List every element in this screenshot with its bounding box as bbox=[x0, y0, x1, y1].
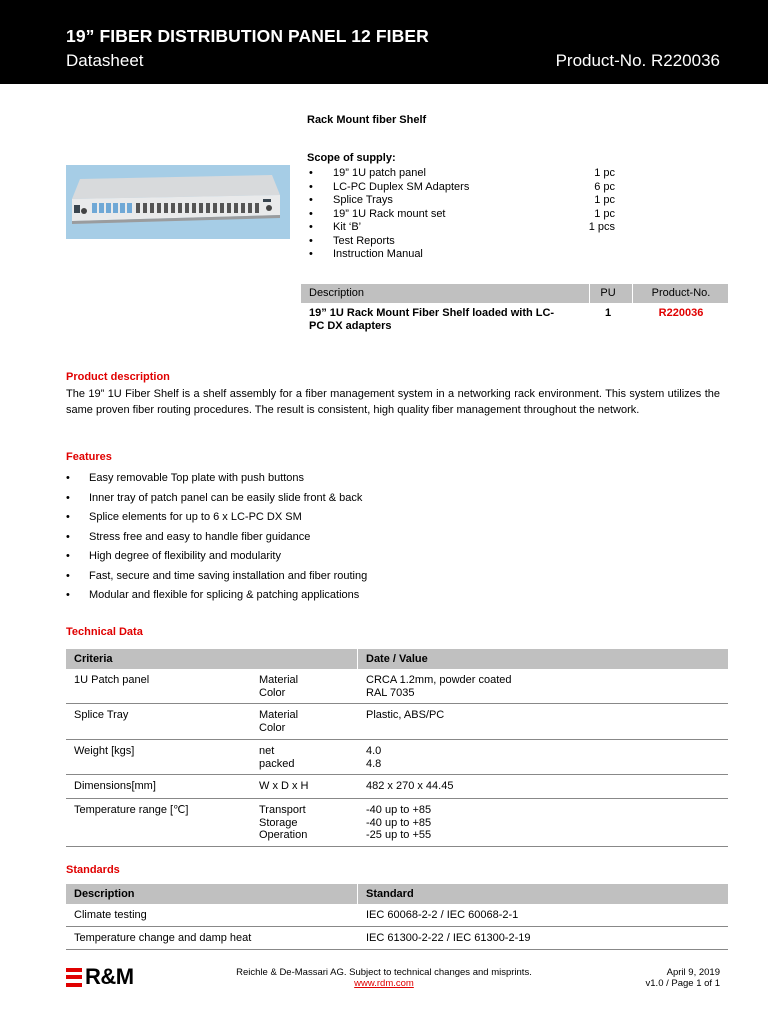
scope-item-qty: 1 pc bbox=[594, 207, 615, 220]
column-divider bbox=[357, 649, 358, 669]
column-header-pu: PU bbox=[600, 287, 616, 299]
list-item bbox=[66, 568, 666, 588]
feature-text: Splice elements for up to 6 x LC-PC DX SM bbox=[89, 511, 302, 523]
table-row bbox=[301, 303, 728, 333]
table-row bbox=[66, 704, 728, 740]
product-description-heading: Product description bbox=[66, 371, 170, 383]
product-description-text: The 19” 1U Fiber Shelf is a shelf assembly for a fiber management system in a networking rack environment. This system utilizes the same proven fiber routing procedures. The result is consistent, high quality fiber management throughout the network. bbox=[66, 388, 720, 416]
shelf-title: Rack Mount fiber Shelf bbox=[307, 114, 427, 126]
bullet-icon: • bbox=[309, 194, 313, 206]
standard-description: Climate testing bbox=[74, 909, 147, 921]
bullet-icon: • bbox=[309, 248, 313, 260]
property-cell: W x D x H bbox=[259, 780, 309, 792]
column-header-criteria: Criteria bbox=[74, 653, 113, 665]
property-cell: net bbox=[259, 745, 275, 757]
list-item bbox=[66, 470, 666, 490]
value-cell: RAL 7035 bbox=[366, 686, 415, 699]
scope-item-qty: 1 pc bbox=[594, 194, 615, 206]
scope-item-name: Test Reports bbox=[333, 234, 395, 247]
list-item bbox=[66, 587, 666, 607]
product-photo bbox=[66, 165, 290, 239]
footer-meta bbox=[646, 967, 720, 989]
list-item bbox=[307, 194, 627, 208]
table-row bbox=[66, 904, 728, 927]
value-cell: 482 x 270 x 44.45 bbox=[366, 780, 454, 792]
criteria-cell: Temperature range [℃] bbox=[74, 804, 189, 816]
feature-text: Easy removable Top plate with push buttons bbox=[89, 472, 305, 484]
list-item bbox=[307, 181, 627, 195]
list-item bbox=[66, 490, 666, 510]
feature-text: Stress free and easy to handle fiber guidance bbox=[89, 530, 311, 543]
list-item bbox=[66, 548, 666, 568]
order-product-no: R220036 bbox=[658, 307, 704, 319]
property-cell: packed bbox=[259, 757, 295, 770]
standards-table bbox=[66, 884, 728, 950]
scope-item-qty: 6 pc bbox=[594, 180, 615, 193]
scope-list bbox=[307, 167, 627, 262]
bullet-icon: • bbox=[309, 234, 313, 247]
standard-value: IEC 60068-2-2 / IEC 60068-2-1 bbox=[366, 909, 519, 921]
order-description: 19” 1U Rack Mount Fiber Shelf loaded with LC-PC DX adapters bbox=[309, 307, 555, 332]
order-table bbox=[301, 284, 728, 333]
property-cell: Color bbox=[259, 721, 286, 734]
logo-text: R&M bbox=[85, 964, 134, 989]
bullet-icon: • bbox=[309, 221, 313, 233]
table-row bbox=[66, 799, 728, 847]
order-table-header bbox=[301, 284, 728, 303]
document-title: 19” FIBER DISTRIBUTION PANEL 12 FIBER bbox=[66, 26, 429, 46]
list-item bbox=[307, 208, 627, 222]
bullet-icon: • bbox=[66, 511, 70, 523]
scope-item-name: Kit ‘B’ bbox=[333, 221, 362, 233]
document-date: April 9, 2019 bbox=[666, 967, 720, 978]
criteria-cell: Dimensions[mm] bbox=[74, 780, 156, 792]
document-version: v1.0 / Page 1 of 1 bbox=[645, 978, 720, 989]
feature-text: Fast, secure and time saving installation and fiber routing bbox=[89, 569, 368, 582]
standard-description: Temperature change and damp heat bbox=[74, 932, 252, 944]
bullet-icon: • bbox=[66, 491, 70, 504]
document-header bbox=[0, 0, 768, 84]
table-row bbox=[66, 669, 728, 704]
value-cell: CRCA 1.2mm, powder coated bbox=[366, 674, 512, 686]
property-cell: Color bbox=[259, 686, 286, 699]
disclaimer-text: Reichle & De-Massari AG. Subject to technical changes and misprints. bbox=[236, 967, 532, 978]
property-cell: Material bbox=[259, 674, 299, 686]
standard-value: IEC 61300-2-22 / IEC 61300-2-19 bbox=[366, 932, 531, 944]
technical-table-header bbox=[66, 649, 728, 669]
website-link[interactable]: www.rdm.com bbox=[354, 978, 414, 989]
table-row bbox=[66, 740, 728, 775]
document-subtitle: Datasheet bbox=[66, 51, 144, 70]
feature-text: Modular and flexible for splicing & patching applications bbox=[89, 589, 360, 601]
criteria-cell: Splice Tray bbox=[74, 709, 129, 721]
column-header-standard: Standard bbox=[366, 888, 414, 900]
table-row bbox=[66, 775, 728, 799]
order-pu: 1 bbox=[604, 307, 612, 319]
value-cell: -40 up to +85 bbox=[366, 804, 432, 816]
list-item bbox=[307, 221, 627, 235]
standards-table-header bbox=[66, 884, 728, 904]
standards-heading: Standards bbox=[66, 864, 120, 876]
technical-data-table bbox=[66, 649, 728, 847]
scope-item-name: Splice Trays bbox=[333, 194, 393, 206]
value-cell: -40 up to +85 bbox=[366, 816, 432, 829]
criteria-cell: 1U Patch panel bbox=[74, 674, 150, 686]
value-cell: 4.8 bbox=[366, 757, 382, 770]
bullet-icon: • bbox=[66, 550, 70, 562]
property-cell: Storage bbox=[259, 816, 298, 829]
property-cell: Transport bbox=[259, 804, 306, 816]
scope-item-name: LC-PC Duplex SM Adapters bbox=[333, 180, 470, 193]
features-heading: Features bbox=[66, 451, 112, 463]
feature-text: Inner tray of patch panel can be easily slide front & back bbox=[89, 491, 363, 504]
list-item bbox=[307, 167, 627, 181]
list-item bbox=[66, 509, 666, 529]
property-cell: Operation bbox=[259, 829, 308, 841]
scope-item-name: 19” 1U Rack mount set bbox=[333, 207, 446, 220]
column-header-product-no: Product-No. bbox=[651, 287, 711, 299]
column-header-value: Date / Value bbox=[366, 653, 428, 665]
bullet-icon: • bbox=[309, 207, 313, 220]
scope-title: Scope of supply: bbox=[307, 152, 396, 164]
bullet-icon: • bbox=[66, 569, 70, 582]
property-cell: Material bbox=[259, 709, 299, 721]
bullet-icon: • bbox=[309, 180, 313, 193]
feature-text: High degree of flexibility and modularity bbox=[89, 550, 281, 562]
value-cell: 4.0 bbox=[366, 745, 382, 757]
header-product-number: Product-No. R220036 bbox=[555, 51, 720, 70]
column-divider bbox=[632, 284, 633, 303]
criteria-cell: Weight [kgs] bbox=[74, 745, 135, 757]
bullet-icon: • bbox=[309, 167, 313, 179]
value-cell: -25 up to +55 bbox=[366, 829, 432, 841]
technical-data-heading: Technical Data bbox=[66, 626, 143, 638]
bullet-icon: • bbox=[66, 472, 70, 484]
column-header-description: Description bbox=[74, 888, 135, 900]
scope-item-name: Instruction Manual bbox=[333, 248, 423, 260]
scope-item-qty: 1 pcs bbox=[588, 221, 615, 233]
table-row bbox=[66, 927, 728, 950]
bullet-icon: • bbox=[66, 589, 70, 601]
value-cell: Plastic, ABS/PC bbox=[366, 709, 445, 721]
column-divider bbox=[357, 884, 358, 904]
column-header-description: Description bbox=[309, 287, 365, 299]
features-list bbox=[66, 470, 666, 607]
bullet-icon: • bbox=[66, 530, 70, 543]
list-item bbox=[66, 529, 666, 549]
list-item bbox=[307, 235, 627, 249]
scope-item-name: 19” 1U patch panel bbox=[333, 167, 426, 179]
list-item bbox=[307, 248, 627, 262]
scope-item-qty: 1 pc bbox=[594, 167, 615, 179]
